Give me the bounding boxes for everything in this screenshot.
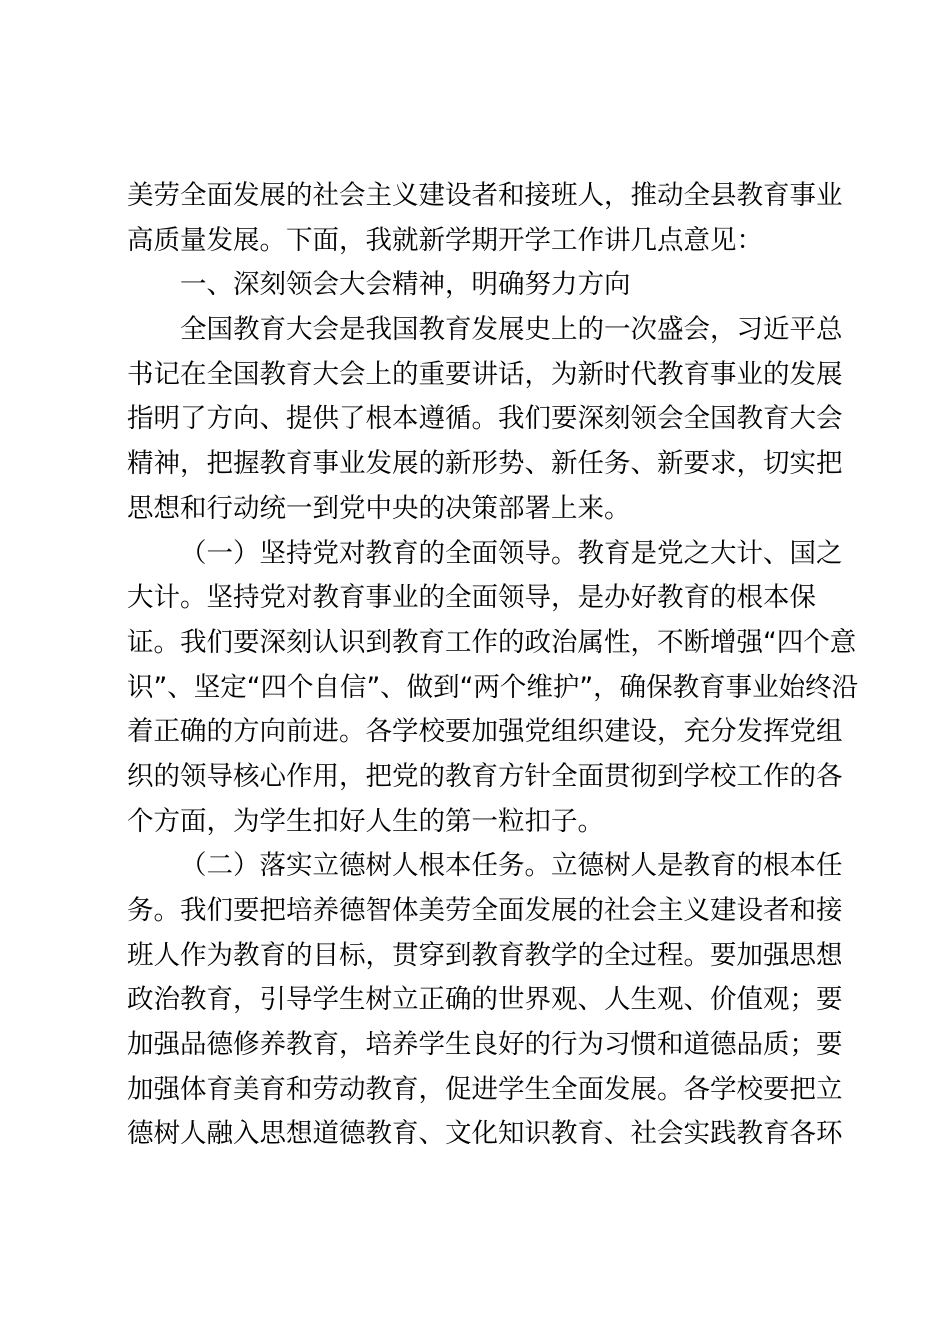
text-line: 书记在全国教育大会上的重要讲话，为新时代教育事业的发展 [127,358,843,390]
text-line: 大计。坚持党对教育事业的全面领导，是办好教育的根本保 [127,582,816,614]
text-line: 识”、坚定“四个自信”、做到“两个维护”，确保教育事业始终沿 [127,671,859,703]
text-line: 着正确的方向前进。各学校要加强党组织建设，充分发挥党组 [127,716,843,748]
text-line: 证。我们要深刻认识到教育工作的政治属性，不断增强“四个意 [127,626,857,658]
text-line: 全国教育大会是我国教育发展史上的一次盛会，习近平总 [180,314,843,346]
subsection-line: （一）坚持党对教育的全面领导。教育是党之大计、国之 [180,537,843,569]
section-heading: 一、深刻领会大会精神，明确努力方向 [180,269,631,301]
body-text [127,174,859,1157]
text-line: 指明了方向、提供了根本遵循。我们要深刻领会全国教育大会 [127,403,843,435]
text-line: 美劳全面发展的社会主义建设者和接班人，推动全县教育事业 [127,180,843,211]
text-line: 加强体育美育和劳动教育，促进学生全面发展。各学校要把立 [127,1073,843,1105]
text-line: 思想和行动统一到党中央的决策部署上来。 [127,492,631,524]
text-line: 政治教育，引导学生树立正确的世界观、人生观、价值观；要 [127,984,843,1016]
text-line: 精神，把握教育事业发展的新形势、新任务、新要求，切实把 [127,448,843,480]
subsection-line: （二）落实立德树人根本任务。立德树人是教育的根本任 [180,850,843,882]
text-line: 织的领导核心作用，把党的教育方针全面贯彻到学校工作的各 [127,760,843,792]
text-line: 德树人融入思想道德教育、文化知识教育、社会实践教育各环 [127,1118,843,1150]
text-line: 高质量发展。下面，我就新学期开学工作讲几点意见： [127,224,763,256]
text-line: 务。我们要把培养德智体美劳全面发展的社会主义建设者和接 [127,895,843,926]
text-line: 班人作为教育的目标，贯穿到教育教学的全过程。要加强思想 [127,939,843,971]
text-line: 加强品德修养教育，培养学生良好的行为习惯和道德品质；要 [127,1029,843,1061]
text-line: 个方面，为学生扣好人生的第一粒扣子。 [127,805,604,837]
